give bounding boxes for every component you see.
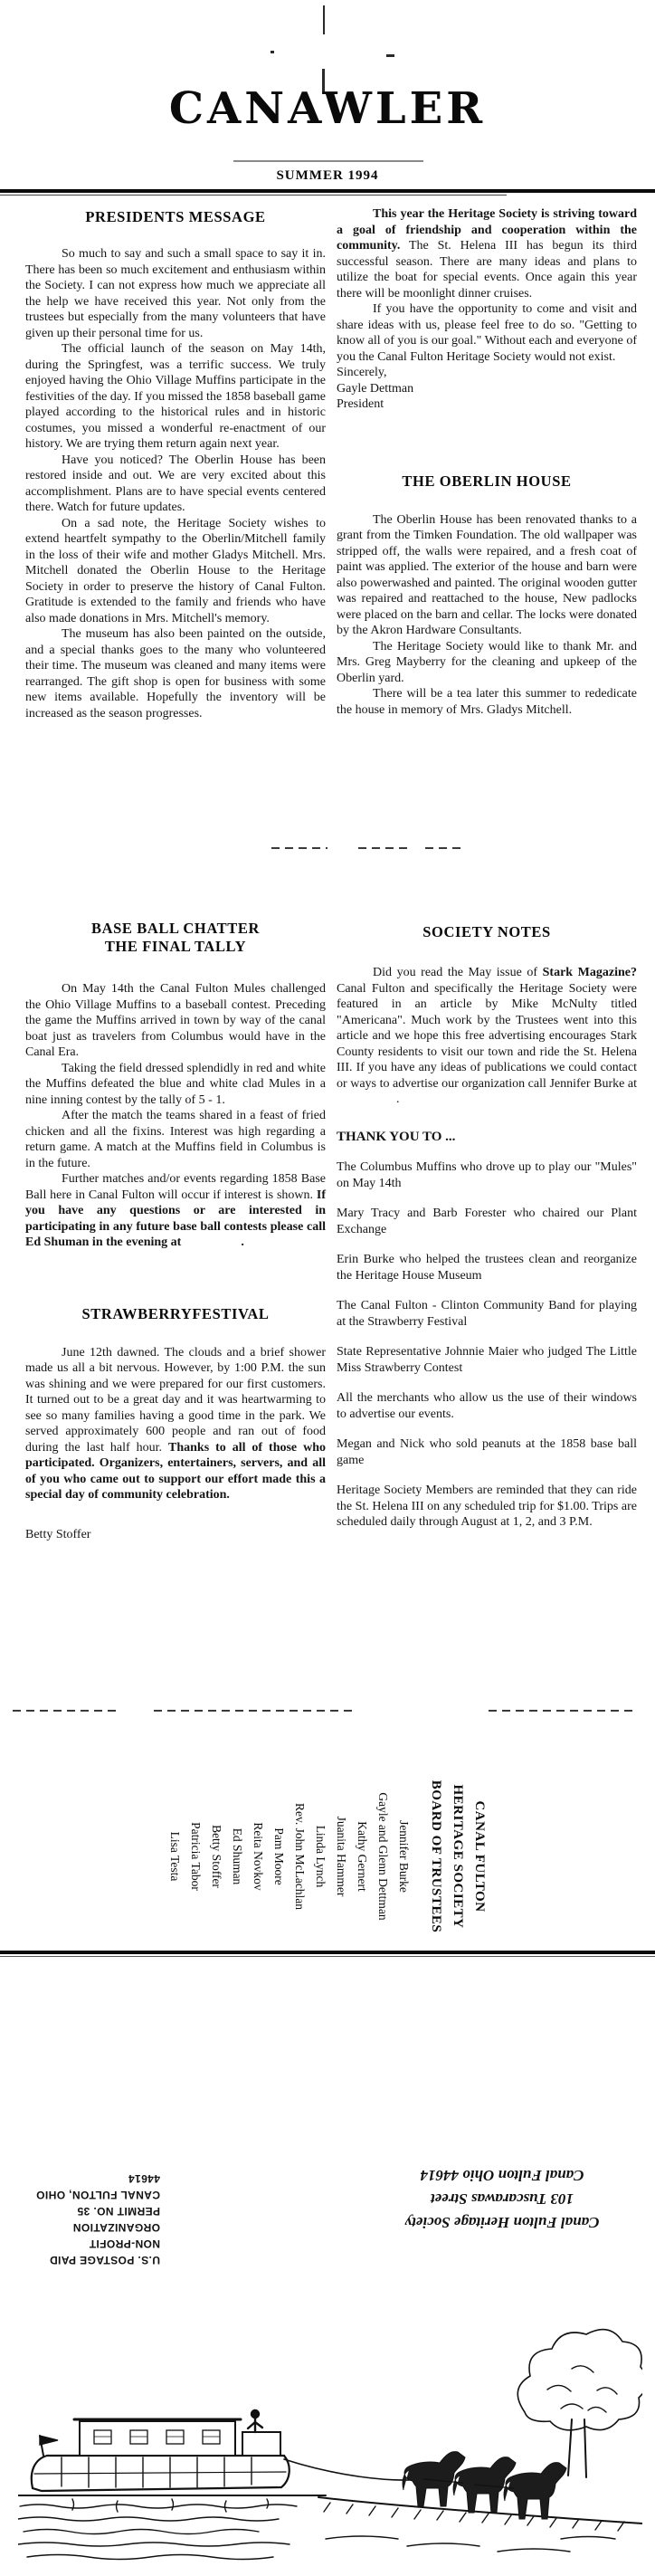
thank-you-item: Megan and Nick who sold peanuts at the 1858 base ball game [337,1437,637,1467]
paragraph-bold: Stark Magazine? [542,966,637,979]
thank-you-item: Mary Tracy and Barb Forester who chaired our Plant Exchange [337,1207,637,1236]
signature-name: Gayle Dettman [337,381,414,396]
spacer [414,1766,425,1947]
scan-artifact [386,54,394,57]
postage-line: NON-PROFIT ORGANIZATION [72,2221,160,2250]
paragraph: The official launch of the season on May 14th, during the Springfest, was a terrific success. We truly enjoyed having the Ohio Village Muffins participate in the festivities of the day. If you missed the 1858 baseball game played according to the historical rules and in historic costumes, you missed a wonderful re-enactment of our history. We are trying them return again next year. [25,342,326,451]
scan-artifact-dashes [425,847,463,849]
paragraph: Have you noticed? The Oberlin House has been restored inside and out. We are very excited about this accomplishment. Plans are to have special events centered there. Watch for future updates. [25,453,326,514]
newsletter-title: CANAWLER [168,83,487,134]
scan-artifact [271,51,274,53]
paragraph [337,965,637,1108]
trustee-name: Jennifer Burke [397,1820,411,1893]
paragraph: On May 14th the Canal Fulton Mules challenged the Ohio Village Muffins to a baseball contest. Preceding the game the Muffins arrived in town by way of the canal boat just as travelers from Columbus would have in the Canal Era. [25,982,326,1059]
trustee-name: Reita Novkov [252,1822,265,1891]
paragraph-rest: The St. Helena III has begun its third successful season. There are many ideas and plans to utilize the boat for special events. Once again this year there will be moonlight dinner cruises. [337,239,637,301]
closing-salutation: Sincerely, [337,366,387,379]
paragraph-end: . [241,1236,244,1249]
postage-line: U.S. POSTAGE PAID [49,2254,160,2266]
paragraph: If you have the opportunity to come and visit and share ideas with us, please feel free to do so. "Getting to know all of you is our goal." Without each and everyone of you the Canal Fulton Heritage Society would not exist. [337,302,637,364]
trustee-name: Betty Stoffer [210,1825,223,1888]
paragraph: Taking the field dressed splendidly in red and white the Muffins defeated the blue and white clad Mules in a nine inning contest by the tally of 5 - 1. [25,1061,326,1107]
paragraph: On a sad note, the Heritage Society wishes to extend heartfelt sympathy to the Oberlin/Mitchell family in the loss of their wife and mother Gladys Mitchell. Mrs. Mitchell donated the Oberlin House to the Heritage Society in order to preserve the history of Canal Fulton. Gratitude is extended to the family and friends who have also made donations in Mrs. Mitchell's memory. [25,516,326,625]
trustees-title-line: BOARD OF TRUSTEES [429,1779,443,1933]
postage-line: PERMIT NO. 35 [77,2205,160,2218]
header-rule-thin [0,195,507,196]
address-line: 103 Tuscarawas Street [430,2190,574,2208]
signature-title: President [337,397,384,411]
issue-date: SUMMER 1994 [276,168,379,183]
paragraph [337,206,637,301]
header-rule [0,189,655,193]
trustee-name: Lisa Testa [168,1831,182,1882]
column-society-notes [337,923,637,1531]
paragraph-bold-lead: This year the Heritage Society is striving toward a goal of friendship and cooperation within the community. [337,207,637,253]
paragraph: So much to say and such a small space to say it in. There has been so much excitement and enthusiasm within the Society. I can not express how much we appreciate all the help we have received this year. Not only from the trustees but especially from the many volunteers that have given up their personal time for us. [25,247,326,340]
thank-you-item: The Columbus Muffins who drove up to play our "Mules" on May 14th [337,1160,637,1190]
members-reminder: Heritage Society Members are reminded that they can ride the St. Helena III on any scheduled trip for $1.00. Trips are scheduled daily through August at 1, 2, and 3 P.M. [337,1484,637,1529]
address-line: Canal Fulton Ohio 44614 [420,2167,584,2184]
paragraph: After the match the teams shared in a feast of fried chicken and all the fixins. Interest was high regarding a return game. A match at the Muffins field in Columbus is in the future. [25,1109,326,1170]
trustee-name: Kathy Gernert [356,1821,369,1892]
column-baseball-strawberry [25,920,326,1542]
paragraph: The Heritage Society would like to thank Mr. and Mrs. Greg Mayberry for the cleaning and upkeep of the Oberlin yard. [337,639,637,685]
dashed-separator [154,1710,353,1712]
thank-you-item: State Representative Johnnie Maier who judged The Little Miss Strawberry Contest [337,1345,637,1375]
paragraph-rest: Canal Fulton and specifically the Heritage Society were featured in an article by Mike McNulty titled "Americana". Much work by the Trustees went into this article and we hope this free advertising encourages Stark County residents to visit our town and ride the St. Helena III. If you have any ideas of publications we could contact or ways to advertise our organization call Jennifer Burke at [337,981,637,1091]
board-of-trustees-block [165,1766,490,1947]
dashed-separator [13,1710,121,1712]
scan-artifact [323,5,325,34]
thank-you-item: Erin Burke who helped the trustees clean and reorganize the Heritage House Museum [337,1253,637,1283]
paragraph-end: . [396,1092,400,1106]
article-heading: STRAWBERRYFESTIVAL [81,1304,270,1322]
article-heading: BASE BALL CHATTER [91,920,260,937]
fold-rule-thin [0,1956,655,1957]
dashed-separator [489,1710,633,1712]
trustee-name: Patricia Tabor [189,1822,203,1891]
fold-rule [0,1951,655,1954]
article-heading: THE OBERLIN HOUSE [402,472,572,490]
trustees-title-line: CANAL FULTON [472,1800,487,1913]
return-address-block [366,2163,638,2234]
scan-artifact-dashes [271,847,328,849]
thank-you-item: The Canal Fulton - Clinton Community Band for playing at the Strawberry Festival [337,1299,637,1329]
paragraph [25,1345,326,1503]
address-line: Canal Fulton Heritage Society [404,2214,600,2231]
trustee-name: Rev. John McLachlan [293,1803,307,1910]
canal-boat-towing-illustration [18,2304,642,2571]
thank-you-item: All the merchants who allow us the use of their windows to advertise our events. [337,1391,637,1421]
postage-line: CANAL FULTON, OHIO 44614 [35,2172,160,2201]
paragraph-normal: Further matches and/or events regarding 1858 Base Ball here in Canal Fulton will occur if interest is shown. [25,1172,326,1202]
trustees-title-line: HERITAGE SOCIETY [451,1784,465,1929]
trustee-name: Juanita Hammer [335,1816,348,1897]
column-letter-oberlin [337,206,637,718]
scan-artifact-dashes [358,847,413,849]
paragraph-bold: If you have any questions or are interested in participating in any future base ball contests please call Ed Shuman in the evening at [25,1188,326,1249]
trustee-name: Gayle and Glenn Dettman [376,1792,390,1921]
paragraph: There will be a tea later this summer to rededicate the house in memory of Mrs. Gladys Mitchell. [337,687,637,717]
postage-block [5,2171,160,2268]
paragraph-bold: Thanks to all of those who participated. Organizers, entertainers, servers, and all of you who came out to support our effort made this a special day of community celebration. [25,1440,326,1502]
paragraph: The Oberlin House has been renovated thanks to a grant from the Timken Foundation. The old wallpaper was stripped off, the walls were repaired, and a fresh coat of paint was applied. The exterior of the house and barn were also powerwashed and painted. The original wooden gutter was repaired and reattached to the house, New padlocks were placed on the barn and cellar. The locks were donated by the Akron Hardware Consultants. [337,512,637,637]
column-presidents-message [25,208,326,721]
signature-name: Betty Stoffer [25,1527,91,1541]
paragraph [25,1171,326,1251]
trustee-name: Pam Moore [272,1827,286,1885]
trustee-name: Ed Shuman [231,1827,244,1885]
article-heading: SOCIETY NOTES [422,923,551,940]
article-heading: PRESIDENTS MESSAGE [85,208,266,225]
paragraph-normal: June 12th dawned. The clouds and a brief shower made us all a bit nervous. However, by 1:00 P.M. the sun was shining and we were prepared for our first customers. It turned out to be a great day and it was heartwarming to see so many families having a good time in the park. We served approximately 600 people and ran out of food during the last half hour. [25,1345,326,1455]
masthead-underline [233,160,423,162]
thank-you-heading: THANK YOU TO ... [337,1129,456,1144]
paragraph: The museum has also been painted on the outside, and a special thanks goes to the many who volunteered their time. The museum was cleaned and many items were rearranged. The gift shop is open for business with some new items available. Hopefully the inventory will be increased as the season progresses. [25,627,326,720]
paragraph-normal: Did you read the May issue of [373,966,543,979]
article-subheading: THE FINAL TALLY [104,938,247,955]
trustee-name: Linda Lynch [314,1825,328,1888]
